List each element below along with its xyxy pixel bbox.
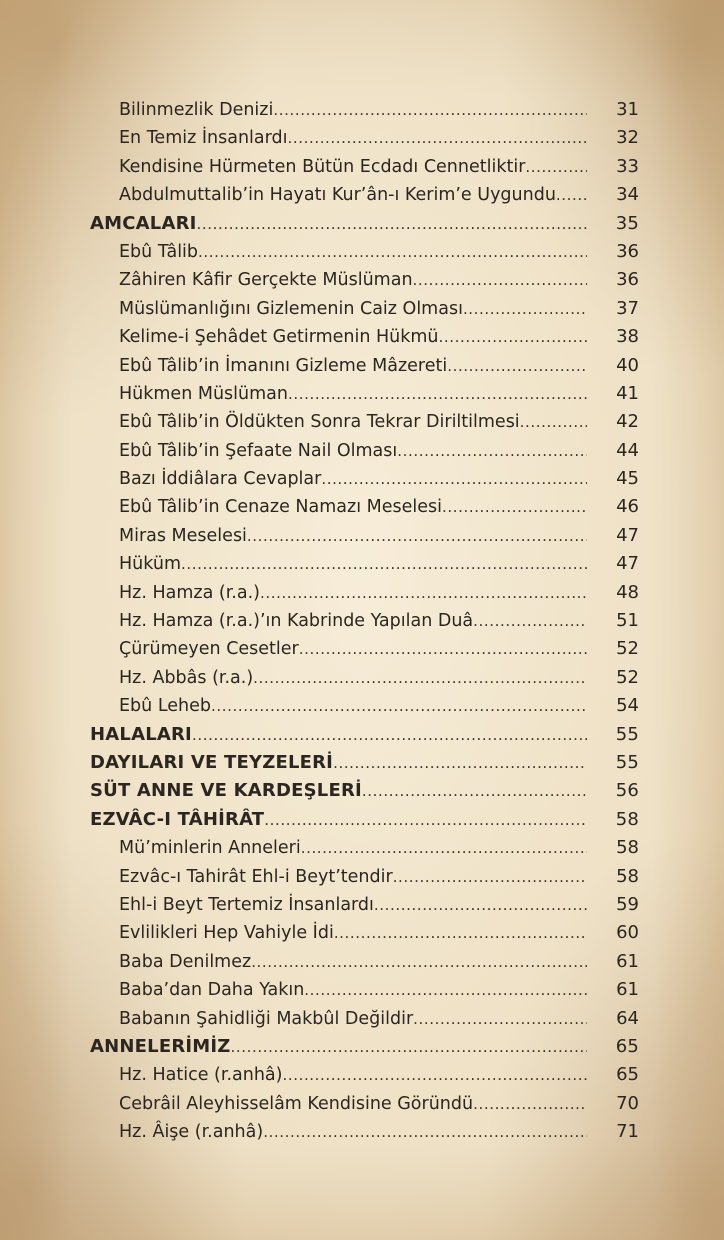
toc-entry-page-number: 59: [616, 893, 639, 915]
toc-entry-page-number: 51: [616, 610, 639, 632]
toc-entry-page-number: 41: [616, 382, 639, 404]
toc-entry-line: [0, 806, 587, 834]
toc-entry-title: Zâhiren Kâfir Gerçekte Müslüman: [119, 270, 413, 291]
dot-leader: [299, 635, 587, 663]
dot-leader: [198, 238, 587, 266]
toc-entry-title: Hüküm: [119, 554, 181, 575]
toc-entry-title: HALALARI: [90, 723, 192, 745]
toc-entry: [0, 323, 724, 351]
toc-entry: [0, 550, 724, 578]
toc-entry-line: [0, 919, 587, 947]
toc-entry-page-number: 60: [616, 922, 639, 944]
toc-entry-page-number: 36: [616, 269, 639, 291]
dot-leader: [556, 181, 587, 209]
toc-entry-line: [0, 692, 587, 720]
toc-entry-page-number: 58: [615, 808, 639, 830]
toc-entry: [0, 96, 724, 124]
toc-entry-title: SÜT ANNE VE KARDEŞLERİ: [90, 780, 362, 802]
toc-entry: [0, 295, 724, 323]
toc-entry-page-number: 61: [616, 979, 639, 1001]
toc-entry: [0, 863, 724, 891]
toc-entry-line: [0, 891, 587, 919]
toc-entry: [0, 1061, 724, 1089]
toc-entry-title: En Temiz İnsanlardı: [119, 128, 288, 149]
dot-leader: [288, 380, 587, 408]
toc-entry: [0, 352, 724, 380]
dot-leader: [304, 976, 587, 1004]
dot-leader: [374, 891, 587, 919]
dot-leader: [473, 607, 587, 635]
toc-entry-page-number: 38: [616, 326, 639, 348]
table-of-contents: [0, 96, 724, 1146]
toc-entry-page-number: 36: [616, 240, 639, 262]
toc-entry-line: [0, 777, 587, 805]
toc-entry: [0, 891, 724, 919]
dot-leader: [442, 493, 587, 521]
toc-entry-page-number: 70: [616, 1092, 639, 1114]
toc-entry-line: [0, 408, 587, 436]
toc-entry: [0, 437, 724, 465]
toc-entry: [0, 692, 724, 720]
toc-entry: [0, 919, 724, 947]
toc-entry-page-number: 44: [616, 439, 639, 461]
dot-leader: [397, 437, 587, 465]
toc-entry-title: Ebû Tâlib’in Şefaate Nail Olması: [119, 440, 398, 461]
toc-entry-title: Mü’minlerin Anneleri: [119, 838, 301, 859]
toc-entry: [0, 408, 724, 436]
toc-section-heading: [0, 749, 724, 777]
toc-entry-line: [0, 210, 587, 238]
toc-entry-page-number: 71: [616, 1121, 639, 1143]
toc-entry-line: [0, 721, 587, 749]
toc-entry: [0, 1118, 724, 1146]
toc-entry-line: [0, 607, 587, 635]
toc-entry-line: [0, 1005, 587, 1033]
toc-entry-line: [0, 181, 587, 209]
toc-entry-title: Evlilikleri Hep Vahiyle İdi: [119, 923, 334, 944]
toc-entry: [0, 1005, 724, 1033]
toc-entry-title: Hükmen Müslüman: [119, 383, 288, 404]
toc-entry-title: Ebû Tâlib: [119, 241, 199, 262]
dot-leader: [231, 1033, 587, 1061]
dot-leader: [393, 863, 587, 891]
toc-entry-page-number: 55: [615, 723, 639, 745]
dot-leader: [333, 749, 587, 777]
toc-entry: [0, 493, 724, 521]
dot-leader: [251, 948, 587, 976]
toc-entry: [0, 579, 724, 607]
toc-entry-title: Kendisine Hürmeten Bütün Ecdadı Cennetliktir: [119, 156, 526, 177]
toc-entry-title: Hz. Abbâs (r.a.): [119, 667, 254, 688]
toc-entry: [0, 635, 724, 663]
toc-entry-line: [0, 863, 587, 891]
toc-entry-page-number: 37: [616, 297, 639, 319]
toc-entry-title: Babanın Şahidliği Makbûl Değildir: [119, 1008, 414, 1029]
toc-entry: [0, 124, 724, 152]
toc-entry-line: [0, 550, 587, 578]
toc-entry-title: Ehl-i Beyt Tertemiz İnsanlardı: [119, 894, 374, 915]
toc-entry-title: Hz. Âişe (r.anhâ): [119, 1122, 264, 1143]
dot-leader: [287, 124, 587, 152]
toc-entry-line: [0, 664, 587, 692]
dot-leader: [362, 777, 587, 805]
toc-entry-page-number: 54: [616, 695, 639, 717]
toc-entry-page-number: 35: [615, 212, 639, 234]
dot-leader: [413, 1005, 587, 1033]
toc-entry-line: [0, 96, 587, 124]
toc-section-heading: [0, 777, 724, 805]
toc-entry-title: Çürümeyen Cesetler: [119, 639, 299, 660]
toc-entry-line: [0, 295, 587, 323]
toc-section-heading: [0, 1033, 724, 1061]
dot-leader: [520, 408, 587, 436]
toc-entry-line: [0, 834, 587, 862]
toc-entry-line: [0, 635, 587, 663]
toc-entry-line: [0, 522, 587, 550]
toc-entry-page-number: 42: [616, 411, 639, 433]
toc-entry-line: [0, 352, 587, 380]
toc-entry-line: [0, 266, 587, 294]
toc-entry-line: [0, 238, 587, 266]
toc-entry: [0, 238, 724, 266]
toc-entry-title: DAYILARI VE TEYZELERİ: [90, 751, 334, 773]
toc-entry-line: [0, 465, 587, 493]
dot-leader: [413, 266, 587, 294]
toc-entry-page-number: 65: [616, 1064, 639, 1086]
toc-entry-title: Hz. Hamza (r.a.)’ın Kabrinde Yapılan Duâ: [119, 611, 474, 632]
toc-entry-line: [0, 1061, 587, 1089]
toc-section-heading: [0, 721, 724, 749]
dot-leader: [192, 721, 587, 749]
toc-entry-line: [0, 579, 587, 607]
toc-entry-page-number: 33: [616, 155, 639, 177]
toc-entry: [0, 664, 724, 692]
toc-entry: [0, 976, 724, 1004]
toc-section-heading: [0, 806, 724, 834]
toc-entry-title: Abdulmuttalib’in Hayatı Kur’ân-ı Kerim’e Uygundu: [119, 185, 556, 206]
toc-entry: [0, 948, 724, 976]
dot-leader: [439, 323, 587, 351]
toc-entry-title: Miras Meselesi: [119, 525, 247, 546]
toc-entry-page-number: 46: [616, 496, 639, 518]
toc-entry-title: Ebû Tâlib’in Cenaze Namazı Meselesi: [119, 497, 442, 518]
toc-entry-title: Ezvâc-ı Tahirât Ehl-i Beyt’tendir: [119, 866, 393, 887]
dot-leader: [334, 919, 587, 947]
toc-entry: [0, 266, 724, 294]
toc-entry-title: Kelime-i Şehâdet Getirmenin Hükmü: [119, 327, 439, 348]
toc-entry-page-number: 58: [616, 837, 639, 859]
toc-entry-page-number: 52: [616, 666, 639, 688]
toc-entry-title: Ebû Tâlib’in Öldükten Sonra Tekrar Diriltilmesi: [119, 412, 520, 433]
toc-entry-title: Cebrâil Aleyhisselâm Kendisine Göründü: [119, 1093, 474, 1114]
toc-section-heading: [0, 210, 724, 238]
toc-entry-line: [0, 380, 587, 408]
toc-entry-line: [0, 976, 587, 1004]
toc-entry: [0, 607, 724, 635]
toc-entry: [0, 522, 724, 550]
dot-leader: [525, 153, 587, 181]
toc-entry-line: [0, 493, 587, 521]
dot-leader: [282, 1061, 587, 1089]
dot-leader: [197, 210, 587, 238]
toc-entry-title: Baba’dan Daha Yakın: [119, 980, 305, 1001]
toc-entry-page-number: 47: [616, 553, 639, 575]
dot-leader: [301, 834, 587, 862]
toc-entry-line: [0, 749, 587, 777]
toc-entry-line: [0, 153, 587, 181]
toc-entry-title: AMCALARI: [90, 212, 197, 234]
toc-entry-line: [0, 1090, 587, 1118]
toc-entry-title: Müslümanlığını Gizlemenin Caiz Olması: [119, 298, 463, 319]
toc-entry-title: Ebû Tâlib’in İmanını Gizleme Mâzereti: [119, 355, 448, 376]
toc-entry-title: ANNELERİMİZ: [90, 1035, 231, 1057]
toc-entry-line: [0, 437, 587, 465]
toc-entry-title: EZVÂC-I TÂHİRÂT: [90, 808, 265, 830]
toc-entry-line: [0, 1118, 587, 1146]
toc-entry-page-number: 32: [616, 127, 639, 149]
toc-entry-page-number: 65: [615, 1035, 639, 1057]
dot-leader: [211, 692, 587, 720]
toc-entry: [0, 380, 724, 408]
toc-entry-page-number: 48: [616, 581, 639, 603]
toc-entry-line: [0, 948, 587, 976]
dot-leader: [273, 96, 587, 124]
toc-entry-page-number: 34: [616, 184, 639, 206]
toc-entry-page-number: 31: [616, 99, 639, 120]
toc-entry-page-number: 52: [616, 638, 639, 660]
dot-leader: [260, 579, 587, 607]
toc-entry-title: Baba Denilmez: [119, 951, 252, 972]
toc-entry-title: Hz. Hamza (r.a.): [119, 582, 260, 603]
toc-entry: [0, 153, 724, 181]
dot-leader: [264, 806, 587, 834]
toc-entry-title: Bilinmezlik Denizi: [119, 100, 274, 120]
dot-leader: [447, 352, 587, 380]
toc-entry-page-number: 47: [616, 524, 639, 546]
toc-entry-title: Hz. Hatice (r.anhâ): [119, 1065, 283, 1086]
toc-entry-page-number: 56: [615, 780, 639, 802]
toc-entry-title: Ebû Leheb: [119, 696, 211, 717]
toc-entry-page-number: 64: [616, 1007, 639, 1029]
toc-entry-page-number: 45: [616, 468, 639, 490]
dot-leader: [247, 522, 587, 550]
dot-leader: [321, 465, 587, 493]
toc-entry: [0, 834, 724, 862]
dot-leader: [473, 1090, 587, 1118]
toc-entry: [0, 181, 724, 209]
toc-entry-title: Bazı İddiâlara Cevaplar: [119, 469, 322, 490]
dot-leader: [463, 295, 587, 323]
toc-entry: [0, 1090, 724, 1118]
toc-entry-line: [0, 124, 587, 152]
toc-entry-line: [0, 323, 587, 351]
dot-leader: [263, 1118, 587, 1146]
toc-entry: [0, 465, 724, 493]
dot-leader: [253, 664, 587, 692]
toc-entry-page-number: 58: [616, 865, 639, 887]
toc-entry-page-number: 61: [616, 950, 639, 972]
toc-entry-page-number: 55: [615, 751, 639, 773]
dot-leader: [181, 550, 587, 578]
toc-entry-line: [0, 1033, 587, 1061]
toc-entry-page-number: 40: [616, 354, 639, 376]
